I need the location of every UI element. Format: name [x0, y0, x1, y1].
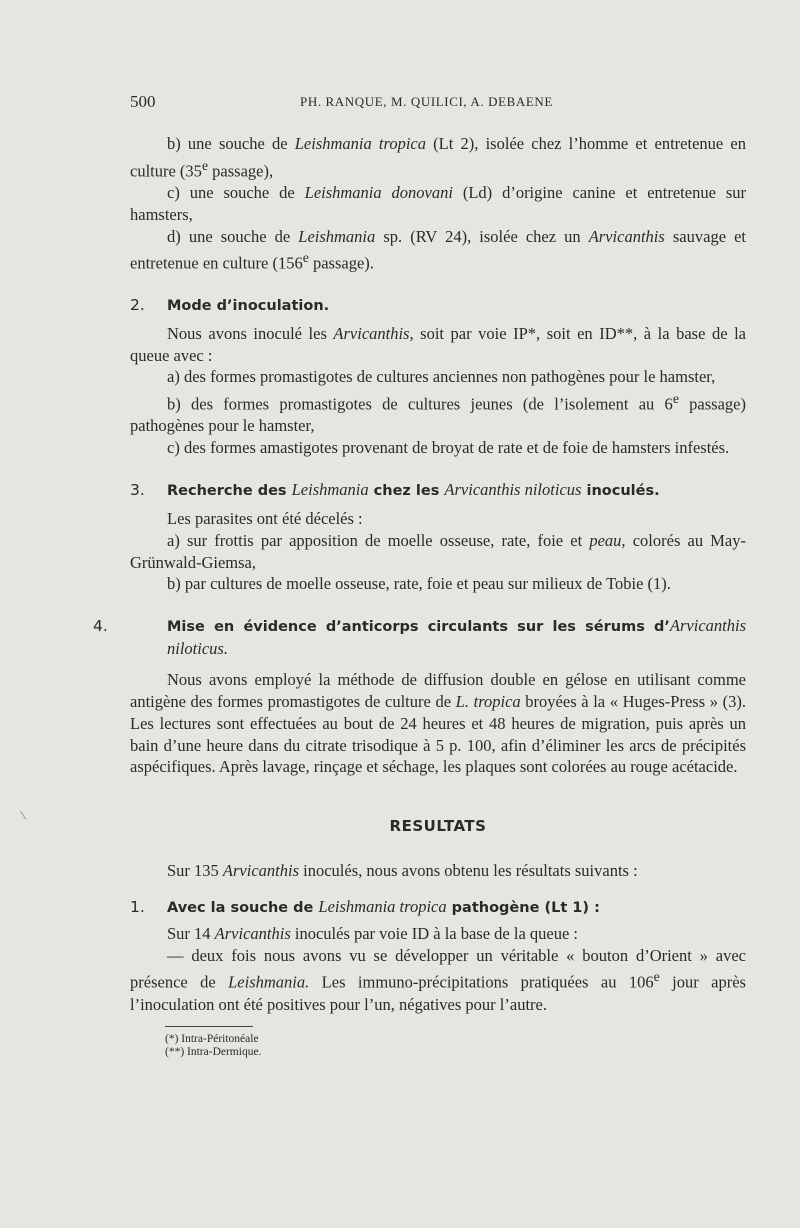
article-body — [93, 133, 747, 1059]
footnote-2: (**) Intra-Dermique. — [165, 1045, 262, 1058]
page-header — [130, 92, 746, 116]
results-heading: RESULTATS — [389, 817, 487, 836]
section-heading-3: 3. Recherche des Leishmania chez les Arvicanthis niloticus inoculés. — [130, 480, 660, 500]
margin-mark — [20, 806, 33, 819]
paragraph-detection-intro: Les parasites ont été décelés : — [167, 509, 363, 529]
section-heading-2: 2. Mode d’inoculation. — [130, 295, 330, 314]
paragraph-results-1b: — deux fois nous avons vu se développer un véritable « bouton d’Orient » avec présence de Leishmania. Les immuno-précipitations pratiquées au 106e jour après l’inoculation ont été positives pour l’un, négatives pour l’autre. — [130, 945, 746, 1014]
paragraph-strain-c: c) une souche de Leishmania donovani (Ld) d’origine canine et entretenue sur hamsters, — [130, 183, 746, 224]
list-item-a: a) sur frottis par apposition de moelle osseuse, rate, foie et peau, colorés au May-Grünwald-Giemsa, — [130, 530, 746, 572]
paragraph-methods: Nous avons employé la méthode de diffusion double en gélose en utilisant comme antigène des formes promastigotes de culture de L. tropica broyées à la « Huges-Press » (3). Les lectures sont effectuées au bout de 24 heures et 48 heures de migration, puis après un bain d’une heure dans du citrate trisodique à 5 p. 100, afin d’éliminer les arcs de précipités aspécifiques. Après lavage, rinçage et séchage, les plaques sont colorées au rouge acétacide. — [130, 670, 747, 777]
paragraph-inoculation-intro: Nous avons inoculé les Arvicanthis, soit par voie IP*, soit en ID**, à la base de la queue avec : — [130, 323, 746, 365]
list-item-a: a) des formes promastigotes de cultures anciennes non pathogènes pour le hamster, — [167, 367, 716, 387]
page-number: 500 — [130, 92, 156, 111]
paragraph-results-1a: Sur 14 Arvicanthis inoculés par voie ID à la base de la queue : — [167, 923, 579, 943]
footnote-1: (*) Intra-Péritonéale — [165, 1032, 259, 1045]
list-item-c: c) des formes amastigotes provenant de broyat de rate et de foie de hamsters infestés. — [167, 438, 730, 458]
running-title: PH. RANQUE, M. QUILICI, A. DEBAENE — [300, 94, 553, 109]
list-item-b: b) par cultures de moelle osseuse, rate, foie et peau sur milieux de Tobie (1). — [167, 574, 671, 594]
list-item-b: b) des formes promastigotes de cultures jeunes (de l’isolement au 6e passage) pathogènes pour le hamster, — [130, 391, 746, 436]
results-heading-1: 1. Avec la souche de Leishmania tropica pathogène (Lt 1) : — [130, 896, 600, 916]
paragraph-strain-d: d) une souche de Leishmania sp. (RV 24), isolée chez un Arvicanthis sauvage et entretenue en culture (156e passage). — [130, 226, 746, 273]
paragraph-results-intro: Sur 135 Arvicanthis inoculés, nous avons obtenu les résultats suivants : — [167, 861, 638, 881]
paragraph-strain-b: b) une souche de Leishmania tropica (Lt 2), isolée chez l’homme et entretenue en culture (35e passage), — [130, 134, 746, 181]
footnote-separator — [165, 1026, 253, 1027]
section-heading-4: 4. Mise en évidence d’anticorps circulants sur les sérums d’Arvicanthis niloticus. — [93, 616, 746, 659]
